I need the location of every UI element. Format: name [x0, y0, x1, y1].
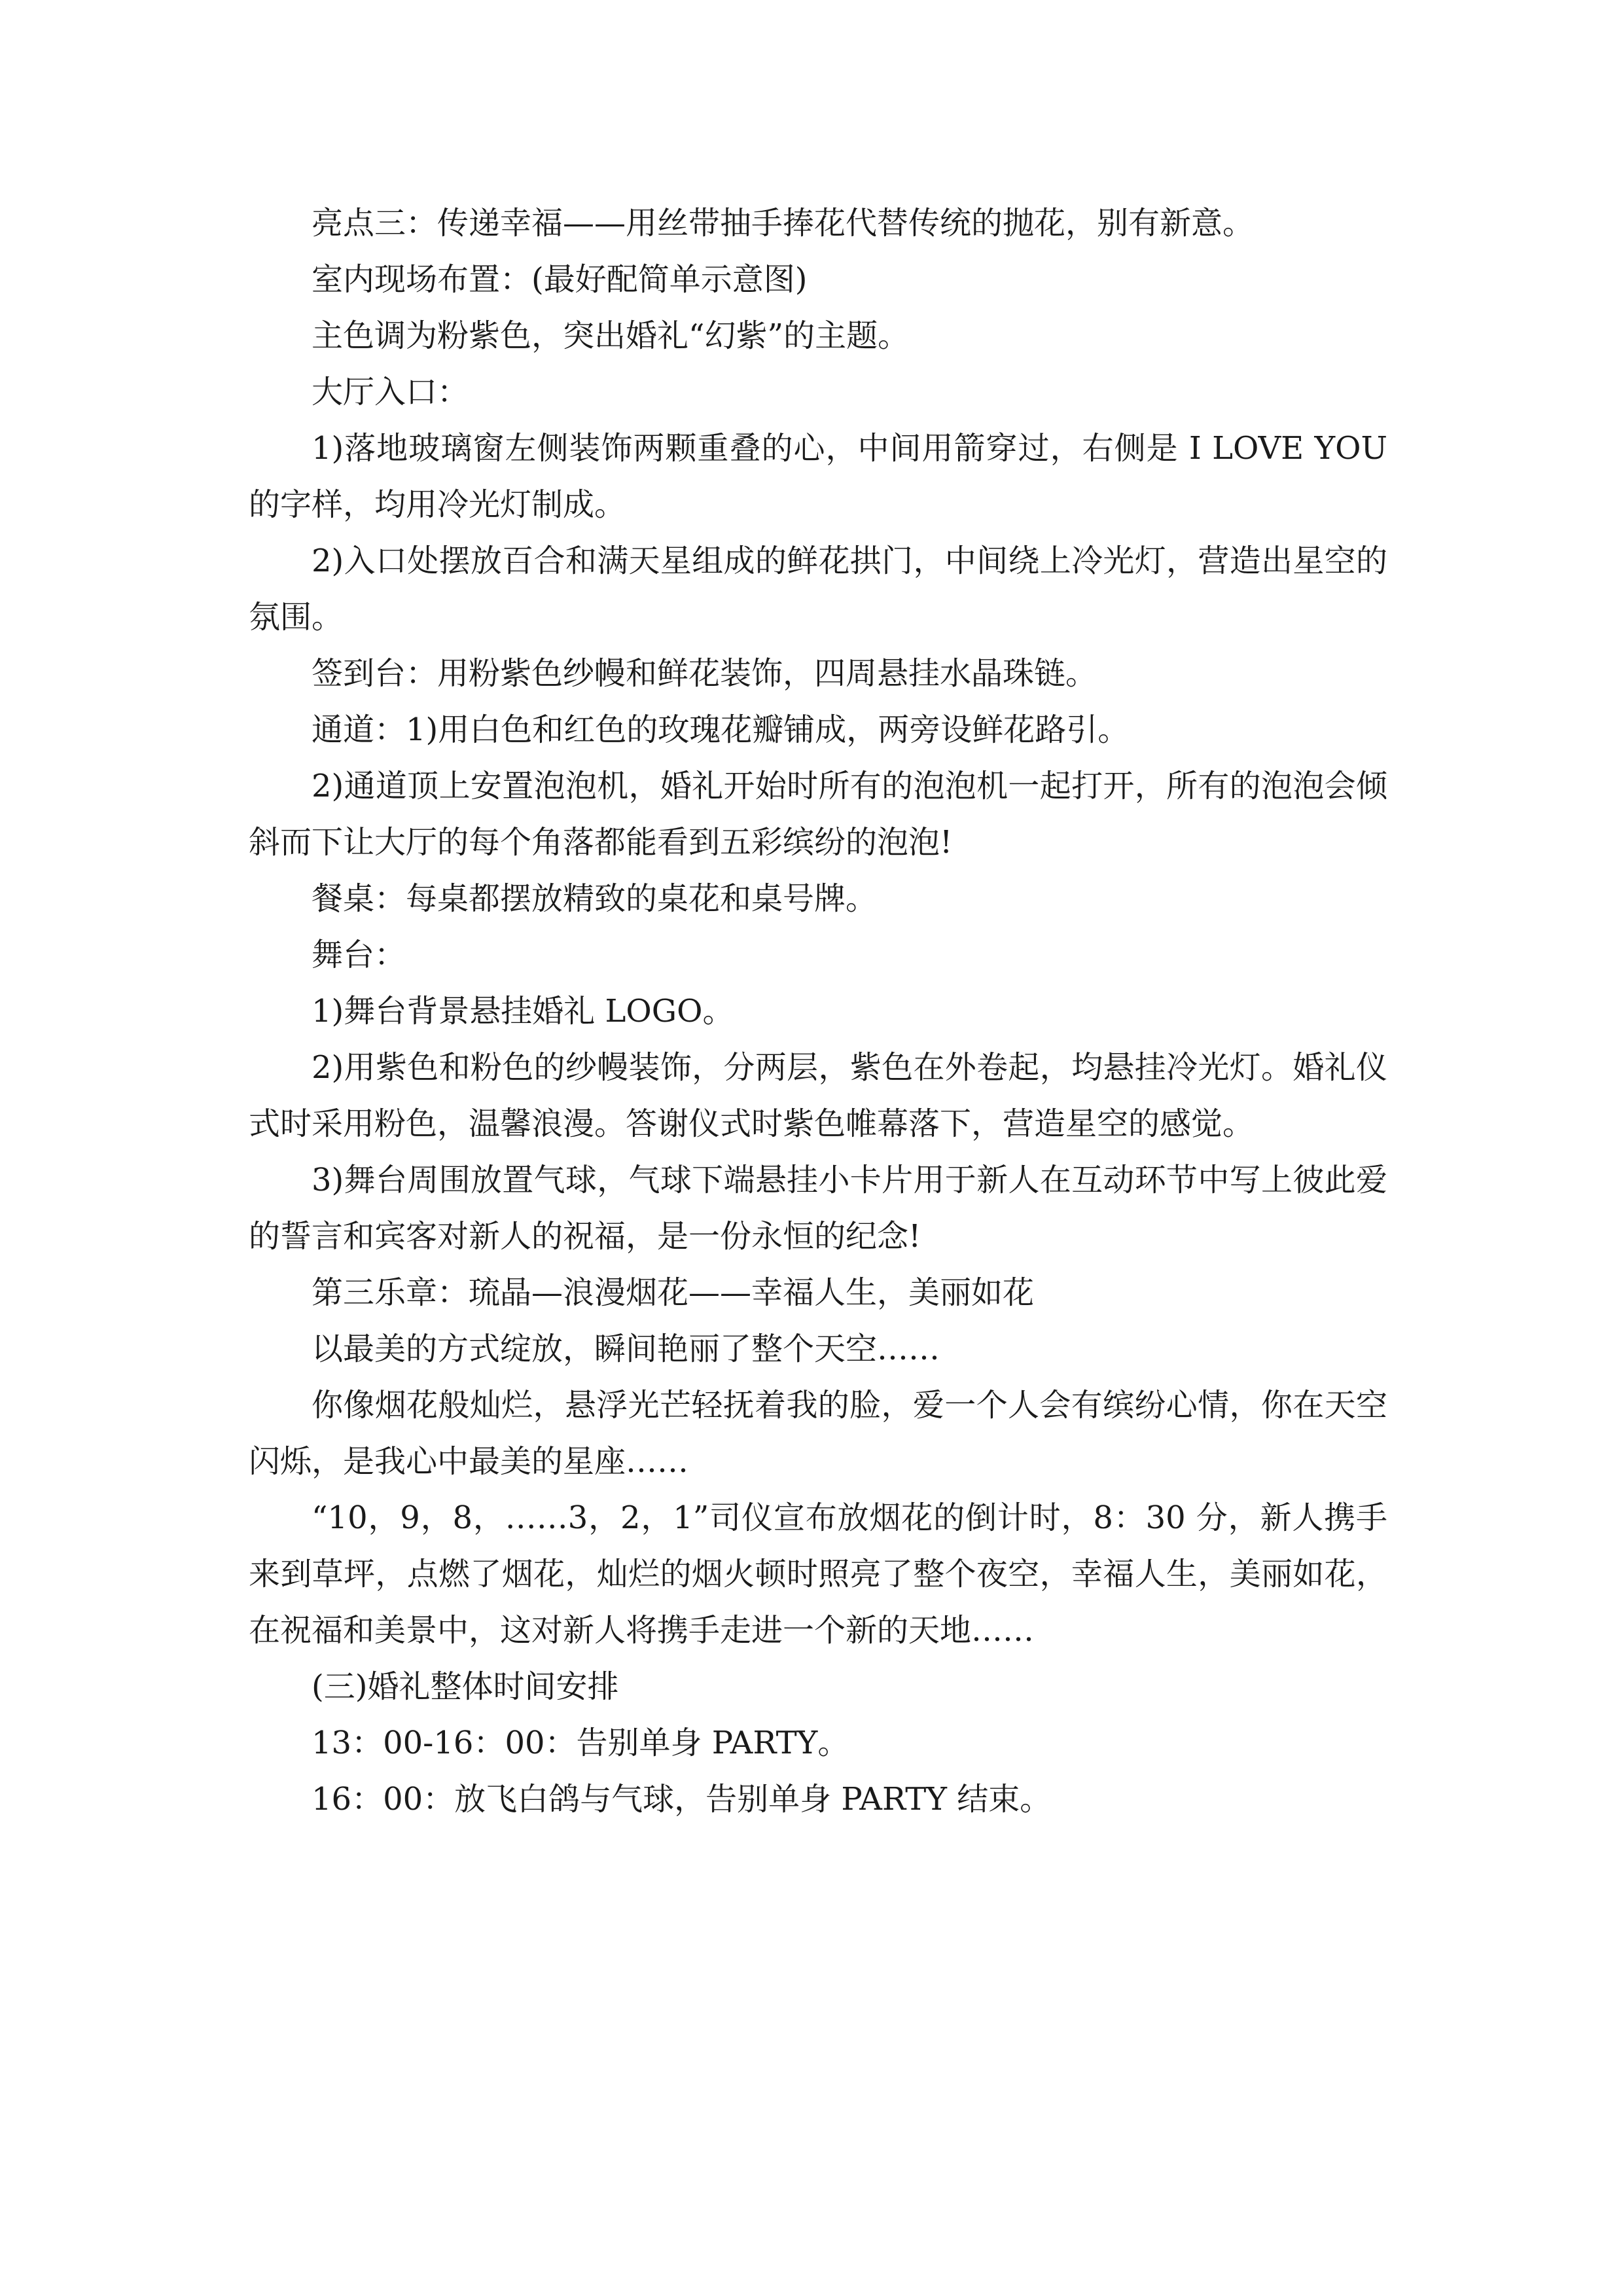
paragraph-schedule-1: 13：00-16：00：告别单身 PARTY。 [312, 1725, 849, 1761]
paragraph-highlight-three: 亮点三：传递幸福——用丝带抽手捧花代替传统的抛花，别有新意。 [312, 205, 1255, 242]
document-body [249, 195, 1398, 1827]
paragraph-indoor-layout: 室内现场布置：(最好配简单示意图) [312, 261, 808, 298]
paragraph-stage-item-3: 3)舞台周围放置气球，气球下端悬挂小卡片用于新人在互动环节中写上彼此爱的誓言和宾客对新人的祝福，是一份永恒的纪念! [249, 1162, 1387, 1255]
paragraph-schedule-2: 16：00：放飞白鸽与气球，告别单身 PARTY 结束。 [312, 1781, 1052, 1818]
paragraph-stage-item-1: 1)舞台背景悬挂婚礼 LOGO。 [312, 993, 734, 1030]
paragraph-aisle-item-1: 通道：1)用白色和红色的玫瑰花瓣铺成，两旁设鲜花路引。 [312, 711, 1130, 748]
paragraph-stage: 舞台： [312, 937, 406, 973]
paragraph-dining-tables: 餐桌：每桌都摆放精致的桌花和桌号牌。 [312, 880, 878, 917]
paragraph-countdown: “10，9，8，……3，2，1”司仪宣布放烟花的倒计时，8：30 分，新人携手来到草坪，点燃了烟花，灿烂的烟火顿时照亮了整个夜空，幸福人生，美丽如花，在祝福和美景中，这对新人将携手走进一个新的天地…… [249, 1499, 1387, 1649]
paragraph-stage-item-2: 2)用紫色和粉色的纱幔装饰，分两层，紫色在外卷起，均悬挂冷光灯。婚礼仪式时采用粉色，温馨浪漫。答谢仪式时紫色帷幕落下，营造星空的感觉。 [249, 1049, 1387, 1142]
paragraph-schedule-heading: (三)婚礼整体时间安排 [312, 1668, 619, 1705]
paragraph-bloom: 以最美的方式绽放，瞬间艳丽了整个天空…… [312, 1331, 940, 1367]
paragraph-third-movement: 第三乐章：琉晶—浪漫烟花——幸福人生，美丽如花 [312, 1274, 1035, 1311]
paragraph-fireworks-lyric: 你像烟花般灿烂，悬浮光芒轻抚着我的脸，爱一个人会有缤纷心情，你在天空闪烁，是我心中最美的星座…… [249, 1387, 1387, 1480]
paragraph-entrance-item-1: 1)落地玻璃窗左侧装饰两颗重叠的心，中间用箭穿过，右侧是 I LOVE YOU 的字样，均用冷光灯制成。 [249, 430, 1398, 523]
paragraph-aisle-item-2: 2)通道顶上安置泡泡机，婚礼开始时所有的泡泡机一起打开，所有的泡泡会倾斜而下让大厅的每个角落都能看到五彩缤纷的泡泡! [249, 768, 1387, 861]
paragraph-entrance-item-2: 2)入口处摆放百合和满天星组成的鲜花拱门，中间绕上冷光灯，营造出星空的氛围。 [249, 543, 1387, 636]
paragraph-main-color: 主色调为粉紫色，突出婚礼“幻紫”的主题。 [312, 317, 910, 354]
paragraph-hall-entrance: 大厅入口： [312, 374, 469, 410]
paragraph-sign-in-desk: 签到台：用粉紫色纱幔和鲜花装饰，四周悬挂水晶珠链。 [312, 655, 1097, 692]
